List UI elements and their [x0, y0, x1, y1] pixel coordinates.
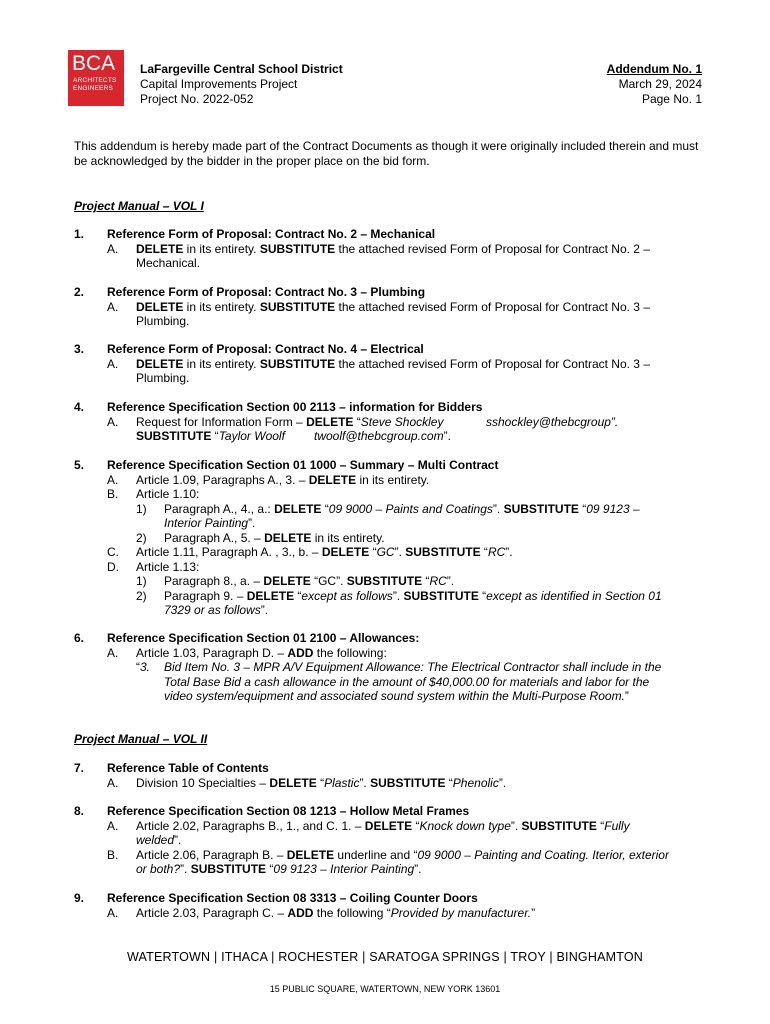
- subitem-label: 1): [136, 574, 147, 588]
- item-title: Reference Form of Proposal: Contract No. 3 – Plumbing: [107, 285, 426, 299]
- item-text-cont: or both?”. SUBSTITUTE “09 9123 – Interior Painting”.: [136, 862, 422, 876]
- item-label: A.: [107, 356, 119, 371]
- item-label: D.: [107, 559, 119, 574]
- item-label: B.: [107, 487, 119, 501]
- item-text: DELETE in its entirety. SUBSTITUTE the attached revised Form of Proposal for Contract No. 3 –: [136, 356, 650, 371]
- addendum-number: Addendum No. 1: [606, 62, 702, 76]
- footer-address: 15 PUBLIC SQUARE, WATERTOWN, NEW YORK 13601: [269, 984, 501, 994]
- item-number: 4.: [74, 400, 85, 414]
- item-title: Reference Specification Section 01 2100 – Allowances:: [107, 631, 420, 645]
- item-number: 9.: [74, 891, 85, 905]
- item-label: C.: [107, 545, 119, 559]
- subitem-text-cont: 7329 or as follows”.: [164, 603, 269, 617]
- item-text: Article 2.06, Paragraph B. – DELETE underline and “09 9000 – Painting and Coating. Iterior, exterior: [136, 847, 669, 862]
- item-label: A.: [107, 775, 119, 790]
- item-text: DELETE in its entirety. SUBSTITUTE the attached revised Form of Proposal for Contract No. 2 –: [136, 241, 650, 256]
- item-text: Division 10 Specialties – DELETE “Plastic”. SUBSTITUTE “Phenolic”.: [136, 775, 507, 790]
- item-label: A.: [107, 299, 119, 314]
- item-title: Reference Specification Section 01 1000 – Summary – Multi Contract: [107, 458, 499, 472]
- subitem-text: Paragraph 9. – DELETE “except as follows”. SUBSTITUTE “except as identified in Section 01: [164, 588, 662, 603]
- item-text: Article 1.10:: [136, 487, 200, 501]
- item-email-2: twoolf@thebcgroup.com”.: [314, 429, 451, 443]
- item-title: Reference Specification Section 08 3313 – Coiling Counter Doors: [107, 891, 478, 905]
- item-text: Article 1.13:: [136, 559, 200, 574]
- subitem-text: Paragraph A., 5. – DELETE in its entirety.: [164, 530, 385, 545]
- project-number: Project No. 2022-052: [140, 92, 254, 106]
- addendum-header: [607, 62, 702, 107]
- item-number: 7.: [74, 761, 85, 775]
- item-title: Reference Form of Proposal: Contract No. 2 – Mechanical: [107, 227, 436, 241]
- page-number: Page No. 1: [641, 92, 702, 106]
- item-text: Article 2.02, Paragraphs B., 1., and C. 1. – DELETE “Knock down type”. SUBSTITUTE “Fully: [136, 818, 630, 833]
- item-text: Article 1.03, Paragraph D. – ADD the following:: [136, 645, 387, 660]
- item-text: DELETE in its entirety. SUBSTITUTE the attached revised Form of Proposal for Contract No. 3 –: [136, 299, 650, 314]
- item-label: B.: [107, 847, 119, 862]
- item-label: A.: [107, 818, 119, 833]
- subitem-label: 1): [136, 501, 147, 516]
- section-heading-vol1: Project Manual – VOL I: [74, 199, 204, 213]
- item-number: 3.: [74, 342, 85, 356]
- item-text: Article 1.11, Paragraph A. , 3., b. – DELETE “GC”. SUBSTITUTE “RC”.: [136, 545, 513, 559]
- item-text-cont: Mechanical.: [136, 256, 201, 270]
- item-text-cont: Plumbing.: [136, 314, 190, 328]
- item-text: Article 1.09, Paragraphs A., 3. – DELETE in its entirety.: [136, 472, 430, 487]
- item-text-cont: welded”.: [136, 833, 182, 847]
- subitem-text-cont: Interior Painting”.: [164, 516, 256, 530]
- quote-line-1: Bid Item No. 3 – MPR A/V Equipment Allowance: The Electrical Contractor shall include in the: [164, 660, 662, 674]
- project-name: Capital Improvements Project: [140, 77, 298, 91]
- addendum-date: March 29, 2024: [618, 77, 702, 91]
- item-label: A.: [107, 414, 119, 429]
- item-number: 2.: [74, 285, 85, 299]
- subitem-label: 2): [136, 530, 147, 545]
- subitem-text: Paragraph A., 4., a.: DELETE “09 9000 – Paints and Coatings”. SUBSTITUTE “09 9123 –: [164, 501, 640, 516]
- item-title: Reference Table of Contents: [107, 761, 269, 775]
- section-heading-vol2: Project Manual – VOL II: [74, 732, 208, 746]
- subitem-text: Paragraph 8., a. – DELETE “GC”. SUBSTITUTE “RC”.: [164, 574, 455, 588]
- item-label: A.: [107, 905, 119, 920]
- item-text: Article 2.03, Paragraph C. – ADD the following “Provided by manufacturer.”: [136, 905, 536, 920]
- item-label: A.: [107, 241, 119, 256]
- item-text-cont: Plumbing.: [136, 371, 190, 385]
- subitem-label: 2): [136, 588, 147, 603]
- item-email: sshockley@thebcgroup”.: [486, 414, 619, 429]
- item-number: 6.: [74, 631, 85, 645]
- logo-subtext: ARCHITECTS ENGINEERS: [73, 77, 117, 92]
- item-label: A.: [107, 472, 119, 487]
- footer-cities: WATERTOWN | ITHACA | ROCHESTER | SARATOGA SPRINGS | TROY | BINGHAMTON: [127, 950, 643, 964]
- item-title: Reference Specification Section 08 1213 – Hollow Metal Frames: [107, 804, 470, 818]
- company-logo: [68, 50, 124, 106]
- project-header: [140, 62, 343, 107]
- quote-line-3: video system/equipment and associated sound system within the Multi-Purpose Room.”: [164, 689, 629, 703]
- item-text-cont: SUBSTITUTE “Taylor Woolf: [136, 429, 285, 443]
- item-text: Request for Information Form – DELETE “Steve Shockley: [136, 414, 444, 429]
- item-number: 1.: [74, 227, 85, 241]
- logo-text: BCA: [72, 52, 116, 75]
- quote-open: “3.: [136, 660, 151, 674]
- intro-paragraph: This addendum is hereby made part of the Contract Documents as though it were originally included therein and must be acknowledged by the bidder in the proper place on the bid form.: [74, 139, 699, 168]
- item-number: 8.: [74, 804, 85, 818]
- item-label: A.: [107, 645, 119, 660]
- item-number: 5.: [74, 458, 85, 472]
- district-name: LaFargeville Central School District: [140, 62, 343, 76]
- quote-line-2: Total Base Bid a cash allowance in the amount of $40,000.00 for materials and labor for the: [164, 674, 650, 689]
- item-title: Reference Form of Proposal: Contract No. 4 – Electrical: [107, 342, 424, 356]
- item-title: Reference Specification Section 00 2113 – information for Bidders: [107, 400, 483, 414]
